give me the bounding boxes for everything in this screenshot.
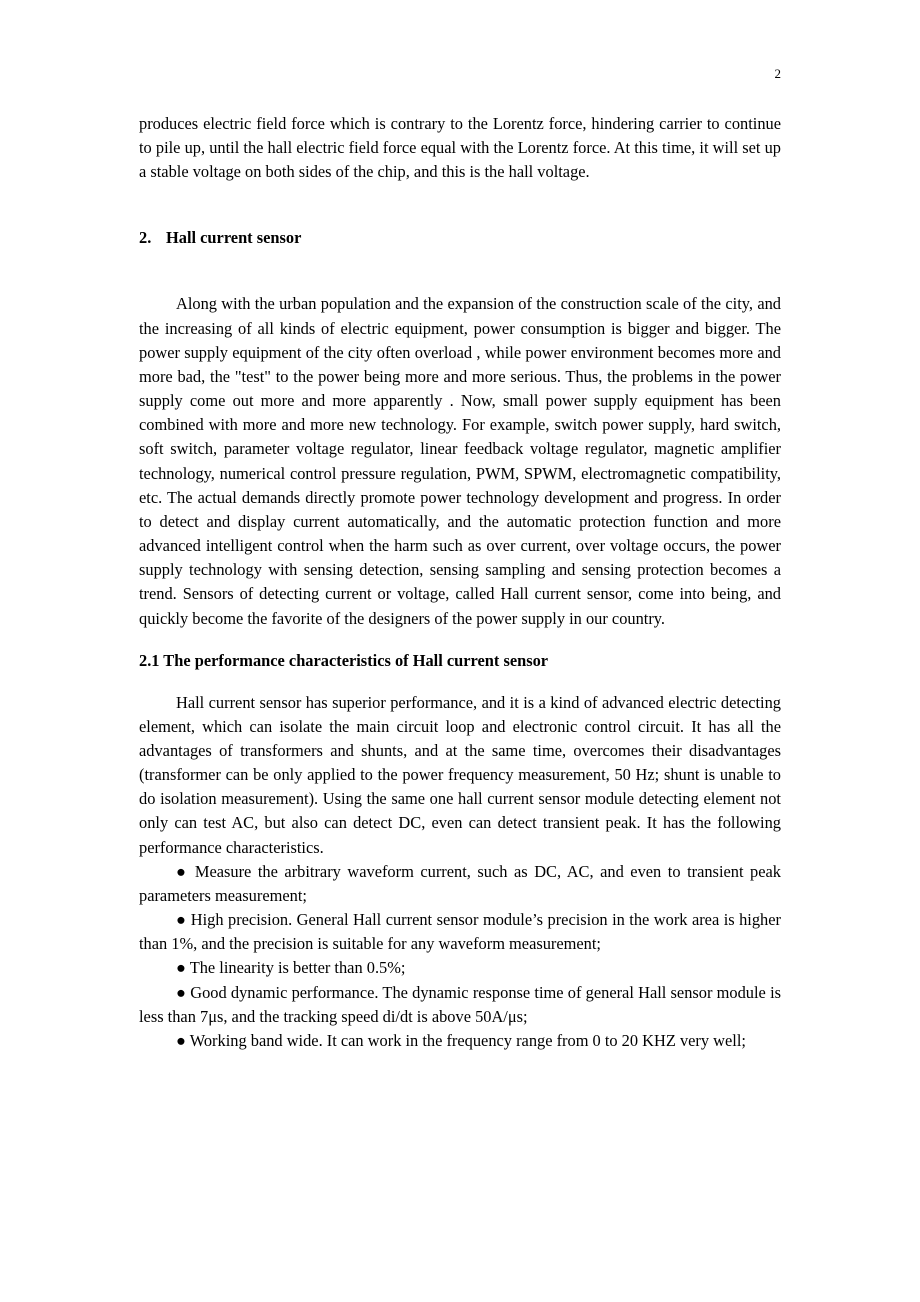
bullet-item: ● Measure the arbitrary waveform current, such as DC, AC, and even to transient peak parameters measurement; — [139, 861, 781, 905]
section-heading-2-1: 2.1 The performance characteristics of Hall current sensor — [139, 650, 549, 670]
section-2-paragraph: Along with the urban population and the expansion of the construction scale of the city, and the increasing of all kinds of electric equipment, power consumption is bigger and bigger. The power supply equipment of the city often overload , while power environment becomes more and more bad, the "test" to the power being more and more serious. Thus, the problems in the power supply come out more and more apparently . Now, small power supply equipment has been combined with more and more new technology. For example, switch power supply, hard switch, soft switch, parameter voltage regulator, linear feedback voltage regulator, magnetic amplifier technology, numerical control pressure regulation, PWM, SPWM, electromagnetic compatibility, etc. The actual demands directly promote power technology development and progress. In order to detect and display current automatically, and the automatic protection function and more advanced intelligent control when the harm such as over current, over voltage occurs, the power supply technology with sensing detection, sensing sampling and sensing protection becomes a trend. Sensors of detecting current or voltage, called Hall current sensor, come into being, and quickly become the favorite of the designers of the power supply in our country. — [139, 294, 781, 628]
section-2-1-paragraph: Hall current sensor has superior performance, and it is a kind of advanced electric detecting element, which can isolate the main circuit loop and electronic control circuit. It has all the advantages of transformers and shunts, and at the same time, overcomes their disadvantages (transformer can be only applied to the power frequency measurement, 50 Hz; shunt is unable to do isolation measurement). Using the same one hall current sensor module detecting element not only can test AC, but also can detect DC, even can detect transient peak. It has the following performance characteristics. — [139, 692, 781, 857]
section-number: 2. — [139, 228, 152, 248]
bullet-item: ● The linearity is better than 0.5%; — [176, 958, 406, 978]
document-body — [139, 112, 781, 1053]
bullet-item: ● Good dynamic performance. The dynamic response time of general Hall sensor module is less than 7μs, and the tracking speed di/dt is above 50A/μs; — [139, 982, 781, 1026]
bullet-item: ● Working band wide. It can work in the frequency range from 0 to 20 KHZ very well; — [176, 1030, 746, 1050]
section-title: Hall current sensor — [166, 228, 302, 248]
page-number: 2 — [774, 66, 781, 81]
section-heading-2 — [139, 226, 781, 250]
intro-paragraph: produces electric field force which is contrary to the Lorentz force, hindering carrier to continue to pile up, until the hall electric field force equal with the Lorentz force. At this time, it will set up a stable voltage on both sides of the chip, and this is the hall voltage. — [139, 114, 781, 182]
bullet-item: ● High precision. General Hall current sensor module’s precision in the work area is higher than 1%, and the precision is suitable for any waveform measurement; — [139, 910, 781, 954]
